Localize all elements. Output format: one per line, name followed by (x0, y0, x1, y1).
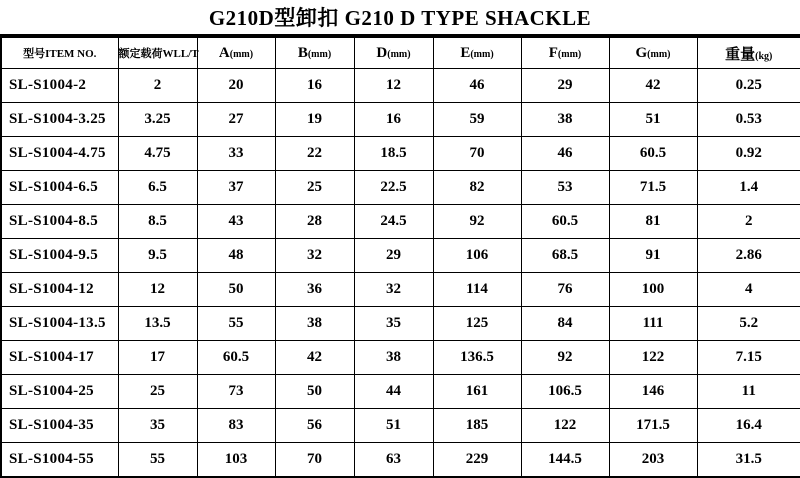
table-cell: 16.4 (697, 409, 800, 443)
table-cell: 53 (521, 171, 609, 205)
table-cell: 83 (197, 409, 275, 443)
table-cell: 56 (275, 409, 354, 443)
table-cell: 136.5 (433, 341, 521, 375)
column-header-b (275, 37, 354, 69)
table-cell: 38 (521, 103, 609, 137)
table-row (1, 409, 800, 443)
cell-model: SL-S1004-13.5 (1, 307, 118, 341)
cell-model: SL-S1004-35 (1, 409, 118, 443)
table-cell: 46 (433, 69, 521, 103)
table-cell: 70 (433, 137, 521, 171)
table-cell: 100 (609, 273, 697, 307)
column-header-wll (118, 37, 197, 69)
table-header-row (1, 37, 800, 69)
table-cell: 37 (197, 171, 275, 205)
table-header (1, 37, 800, 69)
table-cell: 0.25 (697, 69, 800, 103)
table-cell: 125 (433, 307, 521, 341)
table-cell: 106.5 (521, 375, 609, 409)
cell-model: SL-S1004-12 (1, 273, 118, 307)
column-header-a-unit: (mm) (229, 48, 254, 60)
table-cell: 48 (197, 239, 275, 273)
table-cell: 20 (197, 69, 275, 103)
table-cell: 50 (275, 375, 354, 409)
table-cell: 60.5 (609, 137, 697, 171)
table-cell: 92 (433, 205, 521, 239)
table-row (1, 137, 800, 171)
table-cell: 28 (275, 205, 354, 239)
table-cell: 27 (197, 103, 275, 137)
table-cell: 25 (275, 171, 354, 205)
table-cell: 2 (697, 205, 800, 239)
table-cell: 229 (433, 443, 521, 478)
table-cell: 146 (609, 375, 697, 409)
table-cell: 70 (275, 443, 354, 478)
table-row (1, 205, 800, 239)
table-cell: 161 (433, 375, 521, 409)
column-header-weight (697, 37, 800, 69)
table-cell: 33 (197, 137, 275, 171)
column-header-b-label: B (297, 44, 308, 61)
table-cell: 111 (609, 307, 697, 341)
column-header-weight-label: 重量 (725, 46, 756, 63)
column-header-wll-label: 额定载荷WLL/T (118, 47, 199, 60)
table-cell: 38 (275, 307, 354, 341)
table-cell: 35 (354, 307, 433, 341)
column-header-b-unit: (mm) (307, 48, 332, 60)
cell-model: SL-S1004-25 (1, 375, 118, 409)
table-cell: 122 (609, 341, 697, 375)
column-header-model-label: 型号ITEM NO. (23, 47, 97, 60)
table-cell: 5.2 (697, 307, 800, 341)
table-row (1, 69, 800, 103)
cell-model: SL-S1004-55 (1, 443, 118, 478)
column-header-f-unit: (mm) (557, 48, 582, 60)
table-cell: 22.5 (354, 171, 433, 205)
table-cell: 68.5 (521, 239, 609, 273)
table-row (1, 171, 800, 205)
table-cell: 31.5 (697, 443, 800, 478)
column-header-weight-unit: (kg) (755, 50, 773, 62)
table-cell: 0.92 (697, 137, 800, 171)
table-cell: 12 (354, 69, 433, 103)
table-cell: 59 (433, 103, 521, 137)
column-header-d-label: D (376, 44, 388, 61)
table-cell: 51 (609, 103, 697, 137)
table-cell: 82 (433, 171, 521, 205)
cell-model: SL-S1004-6.5 (1, 171, 118, 205)
table-cell: 7.15 (697, 341, 800, 375)
table-cell: 36 (275, 273, 354, 307)
table-cell: 60.5 (197, 341, 275, 375)
table-cell: 4 (697, 273, 800, 307)
page-title: G210D型卸扣 G210 D TYPE SHACKLE (208, 6, 592, 30)
table-cell: 8.5 (118, 205, 197, 239)
table-row (1, 307, 800, 341)
table-cell: 11 (697, 375, 800, 409)
column-header-g (609, 37, 697, 69)
column-header-e-unit: (mm) (470, 48, 494, 60)
column-header-e-label: E (460, 44, 471, 61)
table-cell: 6.5 (118, 171, 197, 205)
cell-model: SL-S1004-2 (1, 69, 118, 103)
specification-table (0, 36, 800, 478)
table-cell: 18.5 (354, 137, 433, 171)
table-cell: 43 (197, 205, 275, 239)
table-cell: 38 (354, 341, 433, 375)
table-cell: 185 (433, 409, 521, 443)
table-cell: 50 (197, 273, 275, 307)
table-cell: 171.5 (609, 409, 697, 443)
table-cell: 55 (197, 307, 275, 341)
table-cell: 42 (275, 341, 354, 375)
table-cell: 24.5 (354, 205, 433, 239)
table-cell: 92 (521, 341, 609, 375)
table-cell: 203 (609, 443, 697, 478)
table-cell: 55 (118, 443, 197, 478)
table-cell: 12 (118, 273, 197, 307)
table-cell: 122 (521, 409, 609, 443)
table-row (1, 341, 800, 375)
table-cell: 73 (197, 375, 275, 409)
table-row (1, 443, 800, 478)
table-cell: 32 (275, 239, 354, 273)
table-cell: 81 (609, 205, 697, 239)
column-header-d (354, 37, 433, 69)
table-cell: 1.4 (697, 171, 800, 205)
table-cell: 51 (354, 409, 433, 443)
table-cell: 3.25 (118, 103, 197, 137)
column-header-g-label: G (635, 44, 648, 61)
table-cell: 114 (433, 273, 521, 307)
column-header-model (1, 37, 118, 69)
table-cell: 60.5 (521, 205, 609, 239)
cell-model: SL-S1004-3.25 (1, 103, 118, 137)
table-cell: 46 (521, 137, 609, 171)
table-cell: 13.5 (118, 307, 197, 341)
table-cell: 9.5 (118, 239, 197, 273)
table-row (1, 103, 800, 137)
table-body (1, 69, 800, 478)
document-title-row (0, 0, 800, 36)
column-header-a (197, 37, 275, 69)
table-cell: 16 (275, 69, 354, 103)
table-cell: 76 (521, 273, 609, 307)
cell-model: SL-S1004-9.5 (1, 239, 118, 273)
table-row (1, 375, 800, 409)
table-cell: 42 (609, 69, 697, 103)
column-header-a-label: A (218, 44, 230, 61)
table-cell: 17 (118, 341, 197, 375)
table-cell: 35 (118, 409, 197, 443)
table-cell: 71.5 (609, 171, 697, 205)
table-cell: 106 (433, 239, 521, 273)
table-cell: 25 (118, 375, 197, 409)
table-cell: 2.86 (697, 239, 800, 273)
table-cell: 63 (354, 443, 433, 478)
table-cell: 22 (275, 137, 354, 171)
table-row (1, 239, 800, 273)
table-cell: 103 (197, 443, 275, 478)
table-cell: 16 (354, 103, 433, 137)
table-cell: 29 (354, 239, 433, 273)
column-header-f-label: F (548, 44, 558, 61)
column-header-e (433, 37, 521, 69)
cell-model: SL-S1004-17 (1, 341, 118, 375)
table-cell: 44 (354, 375, 433, 409)
table-cell: 29 (521, 69, 609, 103)
table-row (1, 273, 800, 307)
table-cell: 91 (609, 239, 697, 273)
table-cell: 144.5 (521, 443, 609, 478)
cell-model: SL-S1004-8.5 (1, 205, 118, 239)
table-cell: 32 (354, 273, 433, 307)
table-cell: 0.53 (697, 103, 800, 137)
cell-model: SL-S1004-4.75 (1, 137, 118, 171)
table-cell: 19 (275, 103, 354, 137)
column-header-d-unit: (mm) (387, 48, 411, 60)
table-cell: 4.75 (118, 137, 197, 171)
column-header-g-unit: (mm) (647, 48, 671, 60)
column-header-f (521, 37, 609, 69)
table-cell: 84 (521, 307, 609, 341)
table-cell: 2 (118, 69, 197, 103)
